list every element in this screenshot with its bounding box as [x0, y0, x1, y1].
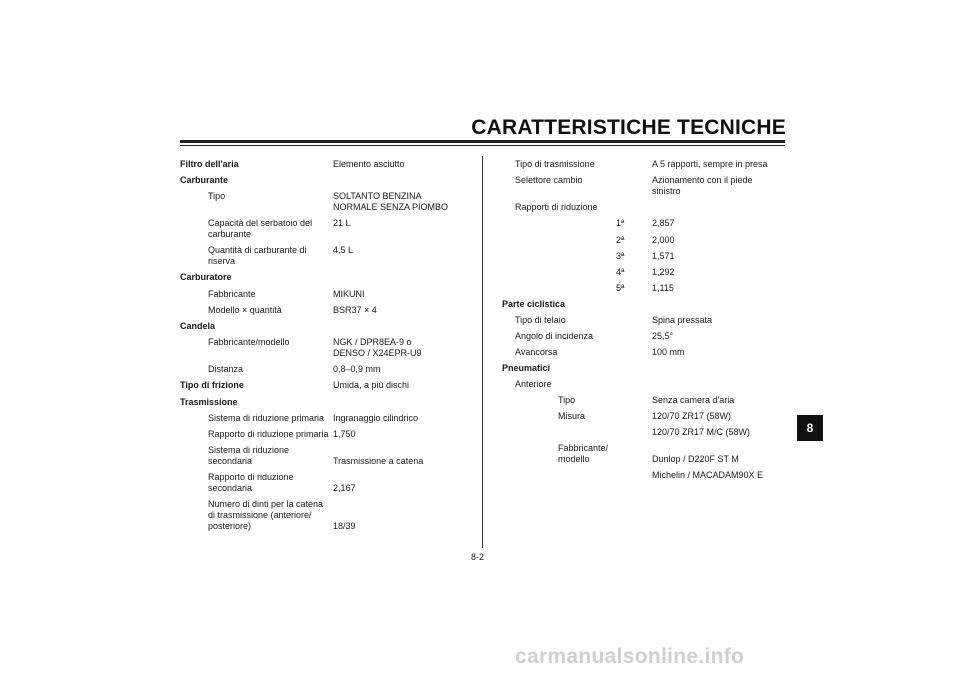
spec-value: 120/70 ZR17 M/C (58W): [652, 427, 751, 437]
gear-label: 2ª: [616, 235, 625, 245]
spec-label: Misura: [558, 411, 586, 421]
gear-label: 5ª: [616, 283, 625, 293]
page-number: 8-2: [471, 552, 485, 562]
section-heading: Pneumatici: [502, 363, 551, 373]
gear-label: 1ª: [616, 218, 625, 228]
spec-label: riserva: [208, 256, 236, 266]
gear-value: 1,571: [652, 251, 675, 261]
spec-value: 1,750: [333, 429, 356, 439]
header-rule: [180, 140, 785, 143]
spec-value: Trasmissione a catena: [333, 456, 424, 466]
gear-label: 3ª: [616, 251, 625, 261]
chapter-tab[interactable]: 8: [797, 415, 823, 441]
subsection-heading: Anteriore: [515, 379, 552, 389]
spec-value: Michelin / MACADAM90X E: [652, 470, 764, 480]
spec-label: Angolo di incidenza: [515, 331, 594, 341]
spec-value: 120/70 ZR17 (58W): [652, 411, 732, 421]
spec-value: 0,8–0,9 mm: [333, 364, 381, 374]
spec-label: Filtro dell'aria: [180, 159, 239, 169]
spec-label: posteriore): [208, 521, 252, 531]
spec-label: Fabbricante: [208, 289, 256, 299]
spec-label: modello: [558, 454, 590, 464]
watermark: carmanualsonline.info: [515, 645, 745, 668]
section-heading: Candela: [180, 321, 216, 331]
spec-label: Numero di dinti per la catena: [208, 499, 324, 509]
spec-value: 4,5 L: [333, 245, 354, 255]
spec-label: Fabbricante/modello: [208, 337, 290, 347]
gear-value: 1,115: [652, 283, 674, 293]
spec-label: Quantità di carburante di: [208, 245, 307, 255]
spec-label: Rapporto di riduzione primaria: [208, 429, 329, 439]
spec-label: Distanza: [208, 364, 244, 374]
spec-value: Azionamento con il piede: [652, 175, 753, 185]
spec-value: Umida, a più dischi: [333, 380, 410, 390]
spec-value: NGK / DPR8EA-9 o: [333, 337, 412, 347]
spec-value: A 5 rapporti, sempre in presa: [652, 159, 768, 169]
spec-label: Capacità del serbatoio del: [208, 218, 313, 228]
column-divider: [482, 156, 483, 548]
spec-label: di trasmissione (anteriore/: [208, 510, 312, 520]
spec-value: DENSO / X24EPR-U9: [333, 348, 422, 358]
spec-label: Tipo: [558, 395, 576, 405]
spec-value: SOLTANTO BENZINA: [333, 191, 422, 201]
gear-value: 2,857: [652, 218, 675, 228]
spec-value: 21 L: [333, 218, 351, 228]
spec-label: Tipo di telaio: [515, 315, 566, 325]
spec-value: 2,167: [333, 483, 356, 493]
section-heading: Trasmissione: [180, 397, 238, 407]
spec-value: Dunlop / D220F ST M: [652, 454, 739, 464]
page-title: CARATTERISTICHE TECNICHE: [471, 116, 786, 139]
spec-label: Sistema di riduzione primaria: [208, 413, 325, 423]
spec-value: BSR37 × 4: [333, 305, 377, 315]
header-rule-thin: [180, 145, 785, 146]
spec-value: 25,5°: [652, 331, 674, 341]
spec-value: 18/39: [333, 521, 356, 531]
spec-value: Ingranaggio cilindrico: [333, 413, 419, 423]
spec-label: Fabbricante/: [558, 443, 609, 453]
spec-value: 100 mm: [652, 347, 685, 357]
spec-value: Spina pressata: [652, 315, 713, 325]
spec-value: NORMALE SENZA PIOMBO: [333, 202, 449, 212]
spec-label: Tipo: [208, 191, 226, 201]
spec-value: Senza camera d'aria: [652, 395, 735, 405]
section-heading: Parte ciclistica: [502, 299, 566, 309]
section-heading: Carburatore: [180, 272, 232, 282]
spec-label: Tipo di frizione: [180, 380, 244, 390]
spec-label: Sistema di riduzione: [208, 445, 290, 455]
spec-label: secondaria: [208, 456, 253, 466]
gear-label: 4ª: [616, 267, 625, 277]
gear-value: 2,000: [652, 235, 675, 245]
spec-value: sinistro: [652, 186, 681, 196]
spec-label: Tipo di trasmissione: [515, 159, 595, 169]
gear-value: 1,292: [652, 267, 675, 277]
spec-label: secondaria: [208, 483, 253, 493]
spec-label: Selettore cambio: [515, 175, 583, 185]
spec-value: MIKUNI: [333, 289, 365, 299]
spec-label: Rapporti di riduzione: [515, 202, 598, 212]
spec-label: carburante: [208, 229, 252, 239]
section-heading: Carburante: [180, 175, 229, 185]
spec-value: Elemento asciutto: [333, 159, 405, 169]
spec-label: Rapporto di riduzione: [208, 472, 294, 482]
spec-label: Modello × quantità: [208, 305, 282, 315]
spec-label: Avancorsa: [515, 347, 558, 357]
